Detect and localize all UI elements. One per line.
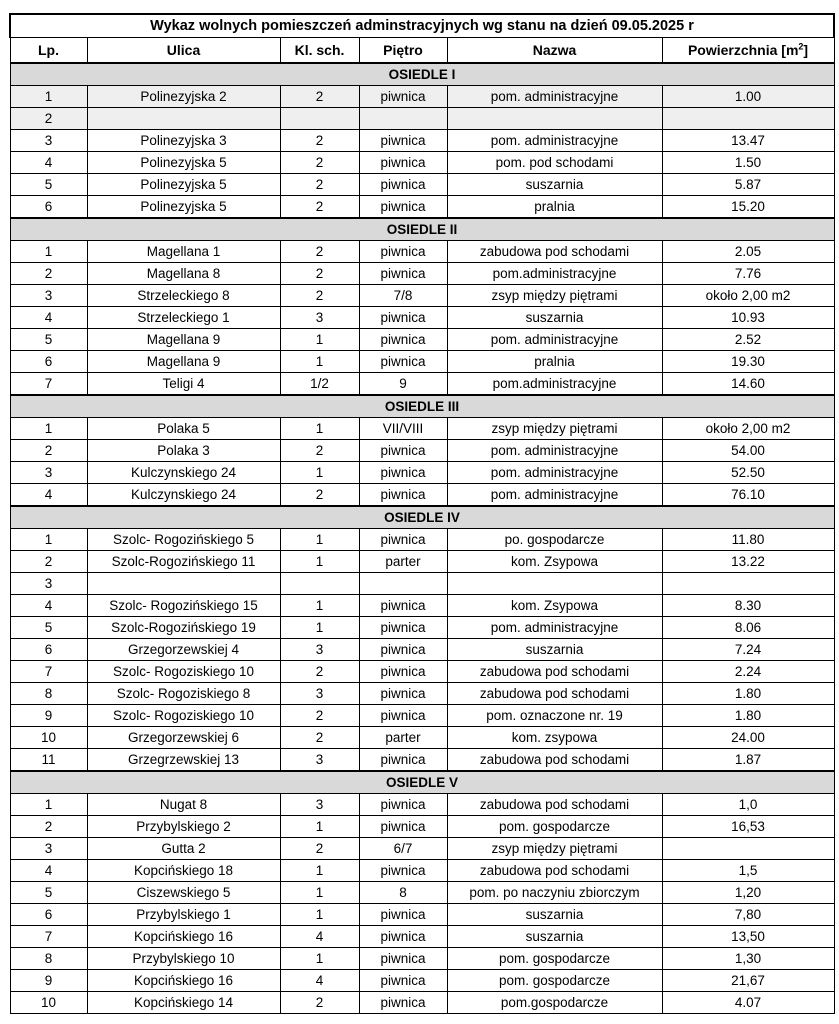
table-row: [10, 351, 834, 373]
cell-kl-sch: 3: [280, 794, 359, 816]
cell-pietro: piwnica: [359, 683, 447, 705]
cell-kl-sch: 4: [280, 926, 359, 948]
cell-pietro: 6/7: [359, 838, 447, 860]
table-row: [10, 86, 834, 108]
cell-lp: 4: [10, 595, 87, 617]
cell-pietro: piwnica: [359, 241, 447, 263]
cell-ulica: Przybylskiego 1: [87, 904, 280, 926]
table-row: [10, 639, 834, 661]
cell-ulica: Kopcińskiego 16: [87, 926, 280, 948]
table-row: [10, 241, 834, 263]
cell-lp: 4: [10, 307, 87, 329]
cell-nazwa: pralnia: [447, 351, 662, 373]
cell-ulica: Magellana 9: [87, 329, 280, 351]
cell-pietro: 7/8: [359, 285, 447, 307]
header-powierzchnia-end: ]: [803, 42, 809, 58]
cell-ulica: [87, 108, 280, 130]
cell-kl-sch: 2: [280, 992, 359, 1014]
cell-kl-sch: 1: [280, 882, 359, 904]
cell-powierzchnia: 4.07: [662, 992, 834, 1014]
cell-pietro: piwnica: [359, 926, 447, 948]
table-row: [10, 992, 834, 1014]
cell-pietro: piwnica: [359, 992, 447, 1014]
cell-nazwa: suszarnia: [447, 174, 662, 196]
cell-kl-sch: 1: [280, 351, 359, 373]
cell-nazwa: kom. Zsypowa: [447, 595, 662, 617]
header-lp: Lp.: [10, 38, 87, 64]
section-title: OSIEDLE III: [10, 395, 834, 418]
cell-pietro: VII/VIII: [359, 418, 447, 440]
table-row: [10, 196, 834, 219]
cell-kl-sch: 2: [280, 838, 359, 860]
cell-lp: 6: [10, 639, 87, 661]
header-pietro: Piętro: [359, 38, 447, 64]
table-row: [10, 440, 834, 462]
cell-nazwa: pom. administracyjne: [447, 462, 662, 484]
cell-nazwa: pom. administracyjne: [447, 86, 662, 108]
cell-ulica: Przybylskiego 10: [87, 948, 280, 970]
cell-lp: 9: [10, 970, 87, 992]
cell-pietro: piwnica: [359, 904, 447, 926]
cell-ulica: Szolc- Rogozińskiego 15: [87, 595, 280, 617]
cell-nazwa: pom. administracyjne: [447, 130, 662, 152]
table-row: [10, 174, 834, 196]
cell-ulica: Strzeleckiego 1: [87, 307, 280, 329]
cell-kl-sch: 1: [280, 948, 359, 970]
table-row: [10, 948, 834, 970]
cell-pietro: piwnica: [359, 130, 447, 152]
cell-nazwa: pom. oznaczone nr. 19: [447, 705, 662, 727]
table-row: [10, 529, 834, 551]
cell-kl-sch: 1: [280, 329, 359, 351]
cell-nazwa: [447, 573, 662, 595]
cell-lp: 3: [10, 462, 87, 484]
cell-kl-sch: 1: [280, 617, 359, 639]
cell-powierzchnia: [662, 838, 834, 860]
table-row: [10, 373, 834, 396]
cell-lp: 8: [10, 948, 87, 970]
cell-pietro: piwnica: [359, 794, 447, 816]
rooms-table: [9, 13, 835, 1014]
cell-ulica: Szolc- Rogoziskiego 8: [87, 683, 280, 705]
cell-kl-sch: 2: [280, 196, 359, 219]
cell-pietro: [359, 108, 447, 130]
cell-ulica: Kopcińskiego 14: [87, 992, 280, 1014]
section-row: [10, 771, 834, 794]
section-row: [10, 63, 834, 86]
cell-nazwa: po. gospodarcze: [447, 529, 662, 551]
cell-lp: 10: [10, 727, 87, 749]
cell-kl-sch: 4: [280, 970, 359, 992]
cell-ulica: Grzegorzewskiej 6: [87, 727, 280, 749]
cell-ulica: Polaka 5: [87, 418, 280, 440]
cell-nazwa: pom. administracyjne: [447, 329, 662, 351]
cell-pietro: 9: [359, 373, 447, 396]
cell-nazwa: suszarnia: [447, 904, 662, 926]
cell-kl-sch: 3: [280, 307, 359, 329]
table-row: [10, 617, 834, 639]
cell-nazwa: pom. gospodarcze: [447, 816, 662, 838]
table-row: [10, 727, 834, 749]
cell-kl-sch: 2: [280, 661, 359, 683]
cell-kl-sch: 1: [280, 816, 359, 838]
cell-pietro: piwnica: [359, 860, 447, 882]
cell-ulica: Magellana 8: [87, 263, 280, 285]
cell-powierzchnia: 14.60: [662, 373, 834, 396]
header-kl-sch: Kl. sch.: [280, 38, 359, 64]
cell-nazwa: pom. gospodarcze: [447, 970, 662, 992]
cell-nazwa: pom. po naczyniu zbiorczym: [447, 882, 662, 904]
section-title: OSIEDLE I: [10, 63, 834, 86]
cell-powierzchnia: 1.87: [662, 749, 834, 772]
header-powierzchnia-sup: 2: [798, 41, 804, 52]
cell-lp: 2: [10, 440, 87, 462]
cell-powierzchnia: 24.00: [662, 727, 834, 749]
cell-lp: 5: [10, 329, 87, 351]
table-row: [10, 794, 834, 816]
cell-nazwa: pom.gospodarcze: [447, 992, 662, 1014]
cell-kl-sch: 2: [280, 263, 359, 285]
cell-kl-sch: 2: [280, 440, 359, 462]
table-row: [10, 838, 834, 860]
cell-ulica: Przybylskiego 2: [87, 816, 280, 838]
cell-nazwa: zabudowa pod schodami: [447, 661, 662, 683]
cell-lp: 9: [10, 705, 87, 727]
cell-pietro: piwnica: [359, 307, 447, 329]
cell-pietro: piwnica: [359, 152, 447, 174]
cell-lp: 4: [10, 860, 87, 882]
cell-lp: 7: [10, 661, 87, 683]
cell-powierzchnia: 2.05: [662, 241, 834, 263]
cell-kl-sch: 2: [280, 727, 359, 749]
cell-lp: 3: [10, 130, 87, 152]
cell-powierzchnia: 2.52: [662, 329, 834, 351]
table-row: [10, 285, 834, 307]
table-body: [10, 63, 834, 1014]
cell-kl-sch: 2: [280, 285, 359, 307]
cell-powierzchnia: 54.00: [662, 440, 834, 462]
cell-powierzchnia: 8.06: [662, 617, 834, 639]
header-powierzchnia-label: Powierzchnia [m: [687, 42, 799, 58]
cell-kl-sch: 2: [280, 484, 359, 507]
header-ulica: Ulica: [87, 38, 280, 64]
cell-pietro: piwnica: [359, 970, 447, 992]
cell-powierzchnia: 7.76: [662, 263, 834, 285]
header-nazwa: Nazwa: [447, 38, 662, 64]
table-row: [10, 860, 834, 882]
cell-pietro: piwnica: [359, 329, 447, 351]
table-row: [10, 882, 834, 904]
cell-powierzchnia: 10.93: [662, 307, 834, 329]
cell-powierzchnia: 2.24: [662, 661, 834, 683]
cell-pietro: piwnica: [359, 440, 447, 462]
cell-nazwa: pom. pod schodami: [447, 152, 662, 174]
table-row: [10, 749, 834, 772]
cell-powierzchnia: 1,5: [662, 860, 834, 882]
cell-kl-sch: 2: [280, 174, 359, 196]
cell-lp: 6: [10, 904, 87, 926]
cell-lp: 5: [10, 882, 87, 904]
cell-powierzchnia: 11.80: [662, 529, 834, 551]
cell-ulica: Strzeleckiego 8: [87, 285, 280, 307]
cell-powierzchnia: [662, 108, 834, 130]
cell-powierzchnia: 1.80: [662, 683, 834, 705]
table-row: [10, 108, 834, 130]
cell-nazwa: kom. zsypowa: [447, 727, 662, 749]
cell-nazwa: pom. administracyjne: [447, 484, 662, 507]
cell-lp: 1: [10, 418, 87, 440]
cell-powierzchnia: około 2,00 m2: [662, 418, 834, 440]
cell-powierzchnia: 1.50: [662, 152, 834, 174]
cell-ulica: Grzegorzewskiej 4: [87, 639, 280, 661]
cell-powierzchnia: 19.30: [662, 351, 834, 373]
table-row: [10, 551, 834, 573]
table-row: [10, 970, 834, 992]
cell-nazwa: pom. gospodarcze: [447, 948, 662, 970]
section-row: [10, 395, 834, 418]
cell-ulica: Szolc- Rogozińskiego 5: [87, 529, 280, 551]
cell-kl-sch: 2: [280, 130, 359, 152]
cell-pietro: 8: [359, 882, 447, 904]
cell-powierzchnia: 7.24: [662, 639, 834, 661]
cell-kl-sch: [280, 573, 359, 595]
cell-nazwa: pom. administracyjne: [447, 440, 662, 462]
table-row: [10, 484, 834, 507]
table-row: [10, 926, 834, 948]
cell-kl-sch: 3: [280, 749, 359, 772]
cell-lp: 6: [10, 351, 87, 373]
cell-nazwa: [447, 108, 662, 130]
table-row: [10, 683, 834, 705]
cell-lp: 3: [10, 838, 87, 860]
cell-lp: 7: [10, 373, 87, 396]
cell-ulica: Szolc-Rogozińskiego 11: [87, 551, 280, 573]
cell-nazwa: zabudowa pod schodami: [447, 683, 662, 705]
spreadsheet: [9, 13, 833, 1014]
table-row: [10, 329, 834, 351]
cell-kl-sch: 1: [280, 418, 359, 440]
cell-powierzchnia: 13,50: [662, 926, 834, 948]
cell-nazwa: kom. Zsypowa: [447, 551, 662, 573]
cell-nazwa: zsyp między piętrami: [447, 285, 662, 307]
cell-lp: 5: [10, 617, 87, 639]
cell-pietro: piwnica: [359, 705, 447, 727]
section-title: OSIEDLE IV: [10, 506, 834, 529]
cell-nazwa: suszarnia: [447, 307, 662, 329]
section-title: OSIEDLE II: [10, 218, 834, 241]
cell-lp: 10: [10, 992, 87, 1014]
cell-pietro: piwnica: [359, 196, 447, 219]
cell-ulica: Teligi 4: [87, 373, 280, 396]
cell-ulica: Szolc-Rogozińskiego 19: [87, 617, 280, 639]
header-row: [10, 38, 834, 64]
cell-powierzchnia: około 2,00 m2: [662, 285, 834, 307]
cell-ulica: Kulczynskiego 24: [87, 484, 280, 507]
cell-powierzchnia: [662, 573, 834, 595]
cell-lp: 3: [10, 285, 87, 307]
cell-powierzchnia: 13.22: [662, 551, 834, 573]
cell-kl-sch: 1: [280, 904, 359, 926]
table-row: [10, 130, 834, 152]
table-row: [10, 573, 834, 595]
cell-lp: 1: [10, 529, 87, 551]
cell-powierzchnia: 76.10: [662, 484, 834, 507]
section-row: [10, 218, 834, 241]
cell-pietro: parter: [359, 551, 447, 573]
cell-kl-sch: 2: [280, 152, 359, 174]
cell-lp: 5: [10, 174, 87, 196]
cell-kl-sch: 3: [280, 639, 359, 661]
cell-lp: 4: [10, 152, 87, 174]
table-row: [10, 462, 834, 484]
cell-powierzchnia: 52.50: [662, 462, 834, 484]
cell-ulica: Magellana 1: [87, 241, 280, 263]
cell-powierzchnia: 21,67: [662, 970, 834, 992]
cell-nazwa: zsyp między piętrami: [447, 418, 662, 440]
cell-ulica: Polinezyjska 5: [87, 196, 280, 219]
cell-nazwa: zsyp między piętrami: [447, 838, 662, 860]
cell-kl-sch: 2: [280, 705, 359, 727]
cell-ulica: Magellana 9: [87, 351, 280, 373]
cell-nazwa: suszarnia: [447, 639, 662, 661]
cell-lp: 1: [10, 86, 87, 108]
cell-powierzchnia: 13.47: [662, 130, 834, 152]
table-row: [10, 263, 834, 285]
cell-lp: 2: [10, 108, 87, 130]
cell-pietro: piwnica: [359, 263, 447, 285]
cell-ulica: [87, 573, 280, 595]
cell-nazwa: suszarnia: [447, 926, 662, 948]
cell-ulica: Kopcińskiego 16: [87, 970, 280, 992]
cell-powierzchnia: 1.00: [662, 86, 834, 108]
cell-ulica: Ciszewskiego 5: [87, 882, 280, 904]
cell-nazwa: pralnia: [447, 196, 662, 219]
cell-powierzchnia: 1,20: [662, 882, 834, 904]
cell-kl-sch: 1: [280, 860, 359, 882]
cell-lp: 3: [10, 573, 87, 595]
cell-pietro: piwnica: [359, 595, 447, 617]
cell-ulica: Grzegrzewskiej 13: [87, 749, 280, 772]
cell-lp: 6: [10, 196, 87, 219]
cell-nazwa: zabudowa pod schodami: [447, 794, 662, 816]
cell-pietro: piwnica: [359, 617, 447, 639]
cell-pietro: piwnica: [359, 639, 447, 661]
cell-pietro: piwnica: [359, 86, 447, 108]
cell-nazwa: zabudowa pod schodami: [447, 860, 662, 882]
table-row: [10, 152, 834, 174]
cell-ulica: Polaka 3: [87, 440, 280, 462]
cell-pietro: piwnica: [359, 462, 447, 484]
header-powierzchnia: [662, 38, 834, 64]
cell-ulica: Kulczynskiego 24: [87, 462, 280, 484]
cell-nazwa: pom.administracyjne: [447, 373, 662, 396]
cell-lp: 11: [10, 749, 87, 772]
cell-pietro: parter: [359, 727, 447, 749]
cell-lp: 1: [10, 794, 87, 816]
cell-pietro: piwnica: [359, 351, 447, 373]
cell-ulica: Polinezyjska 3: [87, 130, 280, 152]
section-title: OSIEDLE V: [10, 771, 834, 794]
cell-pietro: piwnica: [359, 749, 447, 772]
cell-powierzchnia: 5.87: [662, 174, 834, 196]
cell-ulica: Gutta 2: [87, 838, 280, 860]
table-row: [10, 904, 834, 926]
cell-ulica: Szolc- Rogoziskiego 10: [87, 705, 280, 727]
cell-nazwa: zabudowa pod schodami: [447, 241, 662, 263]
cell-powierzchnia: 1,30: [662, 948, 834, 970]
cell-kl-sch: 1/2: [280, 373, 359, 396]
cell-powierzchnia: 1.80: [662, 705, 834, 727]
cell-ulica: Kopcińskiego 18: [87, 860, 280, 882]
cell-powierzchnia: 8.30: [662, 595, 834, 617]
cell-nazwa: zabudowa pod schodami: [447, 749, 662, 772]
cell-lp: 2: [10, 816, 87, 838]
cell-nazwa: pom.administracyjne: [447, 263, 662, 285]
cell-powierzchnia: 16,53: [662, 816, 834, 838]
cell-ulica: Polinezyjska 5: [87, 174, 280, 196]
cell-lp: 2: [10, 263, 87, 285]
cell-ulica: Nugat 8: [87, 794, 280, 816]
cell-ulica: Polinezyjska 5: [87, 152, 280, 174]
cell-kl-sch: 1: [280, 462, 359, 484]
table-row: [10, 661, 834, 683]
cell-kl-sch: 1: [280, 595, 359, 617]
cell-powierzchnia: 7,80: [662, 904, 834, 926]
table-title: Wykaz wolnych pomieszczeń adminstracyjnych wg stanu na dzień 09.05.2025 r: [10, 14, 834, 38]
table-row: [10, 816, 834, 838]
cell-pietro: piwnica: [359, 661, 447, 683]
cell-lp: 8: [10, 683, 87, 705]
table-row: [10, 418, 834, 440]
cell-kl-sch: 2: [280, 86, 359, 108]
cell-kl-sch: [280, 108, 359, 130]
cell-pietro: piwnica: [359, 948, 447, 970]
cell-pietro: [359, 573, 447, 595]
cell-pietro: piwnica: [359, 174, 447, 196]
cell-lp: 4: [10, 484, 87, 507]
cell-ulica: Szolc- Rogoziskiego 10: [87, 661, 280, 683]
cell-kl-sch: 3: [280, 683, 359, 705]
cell-pietro: piwnica: [359, 529, 447, 551]
table-row: [10, 307, 834, 329]
cell-pietro: piwnica: [359, 484, 447, 507]
section-row: [10, 506, 834, 529]
table-row: [10, 705, 834, 727]
cell-powierzchnia: 1,0: [662, 794, 834, 816]
cell-powierzchnia: 15.20: [662, 196, 834, 219]
cell-lp: 7: [10, 926, 87, 948]
cell-kl-sch: 1: [280, 529, 359, 551]
cell-kl-sch: 2: [280, 241, 359, 263]
cell-nazwa: pom. administracyjne: [447, 617, 662, 639]
cell-kl-sch: 1: [280, 551, 359, 573]
cell-pietro: piwnica: [359, 816, 447, 838]
title-row: [10, 14, 834, 38]
table-row: [10, 595, 834, 617]
cell-lp: 2: [10, 551, 87, 573]
cell-lp: 1: [10, 241, 87, 263]
cell-ulica: Polinezyjska 2: [87, 86, 280, 108]
